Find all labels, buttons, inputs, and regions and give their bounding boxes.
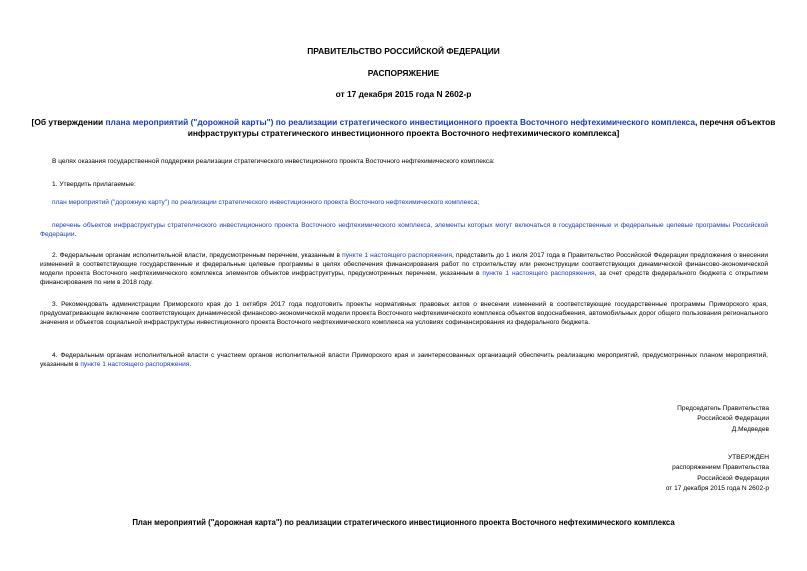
signature-position: Председатель Правительства xyxy=(677,405,769,412)
paragraph-4-part-b: . xyxy=(189,361,192,369)
government-heading: ПРАВИТЕЛЬСТВО РОССИЙСКОЙ ФЕДЕРАЦИИ xyxy=(307,46,500,56)
paragraph-2-part-a: 2. Федеральным органам исполнительной власти, предусмотренным перечнем, указанным в xyxy=(52,252,343,259)
approval-block xyxy=(666,453,769,495)
signature-block xyxy=(677,404,769,435)
approval-by: распоряжением Правительства xyxy=(672,464,769,472)
title-prefix: [Об утверждении xyxy=(31,117,106,127)
point-1-link-a[interactable]: пункте 1 настоящего распоряжения xyxy=(342,252,453,259)
paragraph-3: 3. Рекомендовать администрации Приморского края до 1 октября 2017 года подготовить проекты нормативных правовых актов о внесении изменений в соответствующие государственные программы Приморского края, предусматривающие включение соответствующих динамической финансово-экономической модели проекта Восточного нефтехимического комплекса объектов водоснабжения, автомобильных дорог общего пользования регионального значения и объектов социальной инфраструктуры инвестиционного проекта Восточного нефтехимического комплекса на условиях софинансирования из федерального бюджета. xyxy=(40,301,768,327)
paragraph-1b-tail: . xyxy=(74,231,77,239)
signature-name: Д.Медведев xyxy=(731,425,769,433)
approval-country: Российской Федерации xyxy=(697,474,769,482)
title-plan-link[interactable]: плана мероприятий ("дорожной карты") по реализации стратегического инвестиционного проекта Восточного нефтехимического комплекса xyxy=(105,117,695,127)
paragraph-2-part-c: , за счет средств федерального бюджета с открытием финансирования по ним в 2018 году. xyxy=(40,270,769,287)
document-date-number: от 17 декабря 2015 года N 2602-р xyxy=(335,89,472,99)
paragraph-2-part-b: , представить до 1 июля 2017 года в Правительство Российской Федерации предложения о внесении изменений в соответствующие государственные и федеральные целевые программы в целях обеспечения финансирования работ по строительству или реконструкции соответствующих динамической финансово-экономической модели проекта Восточного нефтехимического комплекса элементов объектов инфраструктуры, предусмотренных перечнем, указанным в xyxy=(40,252,769,278)
paragraph-1b xyxy=(40,221,768,239)
paragraph-1: 1. Утвердить прилагаемые: xyxy=(52,181,136,188)
paragraph-4 xyxy=(40,351,768,369)
document-title xyxy=(28,117,779,139)
signature-country: Российской Федерации xyxy=(697,415,769,423)
infrastructure-list-link[interactable]: перечень объектов инфраструктуры стратегического инвестиционного проекта Восточного нефтехимического комплекса, элементы которых могут включаться в государственные и федеральные целевые программы Российской Федерации xyxy=(40,222,768,239)
document-type: РАСПОРЯЖЕНИЕ xyxy=(367,68,440,78)
title-suffix: , перечня объектов инфраструктуры стратегического инвестиционного проекта Восточного нефтехимического комплекса] xyxy=(187,117,776,138)
plan-title: План мероприятий ("дорожная карта") по реализации стратегического инвестиционного проекта Восточного нефтехимического комплекса xyxy=(132,518,675,527)
paragraph-1a xyxy=(52,198,768,207)
point-1-link-b[interactable]: пункте 1 настоящего распоряжения xyxy=(482,270,595,278)
approval-stamp: УТВЕРЖДЕН xyxy=(727,454,769,461)
approval-date: от 17 декабря 2015 года N 2602-р xyxy=(665,485,769,493)
paragraph-4-part-a: 4. Федеральным органам исполнительной власти с участием органов исполнительной власти Приморского края и заинтересованных организаций обеспечить реализацию мероприятий, предусмотренных планом мероприятий, указанным в xyxy=(40,352,768,369)
plan-link[interactable]: план мероприятий ("дорожную карту") по реализации стратегического инвестиционного проекта Восточного нефтехимического комплекса xyxy=(52,199,478,206)
paragraph-1a-tail: ; xyxy=(477,199,480,206)
point-1-link-c[interactable]: пункте 1 настоящего распоряжения xyxy=(80,361,190,369)
intro-paragraph: В целях оказания государственной поддержки реализации стратегического инвестиционного проекта Восточного нефтехимического комплекса: xyxy=(52,158,495,165)
paragraph-2 xyxy=(40,251,768,287)
